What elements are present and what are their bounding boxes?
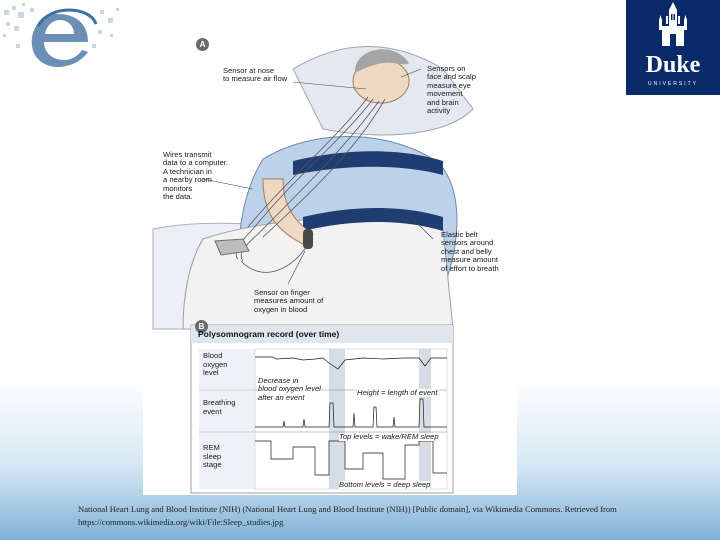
label-face-sensors: Sensors on face and scalp measure eye movement and brain activity bbox=[427, 64, 476, 116]
duke-chapel-icon bbox=[626, 0, 720, 52]
duke-subtitle: UNIVERSITY bbox=[647, 81, 698, 87]
row-label-breathing: Breathing event bbox=[203, 398, 236, 416]
duke-logo bbox=[626, 0, 720, 95]
sleep-study-figure bbox=[143, 29, 517, 495]
duke-wordmark: Duke bbox=[645, 52, 701, 78]
image-credit-caption: National Heart Lung and Blood Institute (NIH) (National Heart Lung and Blood Institute (NIH)) [Public domain], via Wikimedia Commons. Retrieved from https://commons.wikimedia.org/wiki/File:Sleep_studies.jpg bbox=[78, 504, 617, 527]
label-finger-sensor: Sensor on finger measures amount of oxygen in blood bbox=[254, 288, 324, 314]
row-label-blood-oxygen: Blood oxygen level bbox=[203, 351, 228, 378]
annotation-bottom-levels: Bottom levels = deep sleep bbox=[339, 480, 431, 489]
e-letter-logo-icon bbox=[0, 0, 140, 80]
annotation-decrease: Decrease in blood oxygen level after an event bbox=[258, 376, 321, 402]
annotation-height: Height = length of event bbox=[357, 388, 438, 397]
panel-a-badge: A bbox=[196, 38, 209, 51]
label-elastic-belt: Elastic belt sensors around chest and belly measure amount of effort to breath bbox=[441, 230, 499, 273]
panel-b-badge: B bbox=[195, 320, 208, 333]
polysomnogram-title: Polysomnogram record (over time) bbox=[198, 329, 340, 339]
row-label-rem-stage: REM sleep stage bbox=[203, 443, 222, 470]
annotation-top-levels: Top levels = wake/REM sleep bbox=[339, 432, 439, 441]
label-wires: Wires transmit data to a computer. A technician in a nearby room monitors the data. bbox=[163, 150, 229, 202]
label-nose-sensor: Sensor at nose to measure air flow bbox=[223, 66, 288, 84]
